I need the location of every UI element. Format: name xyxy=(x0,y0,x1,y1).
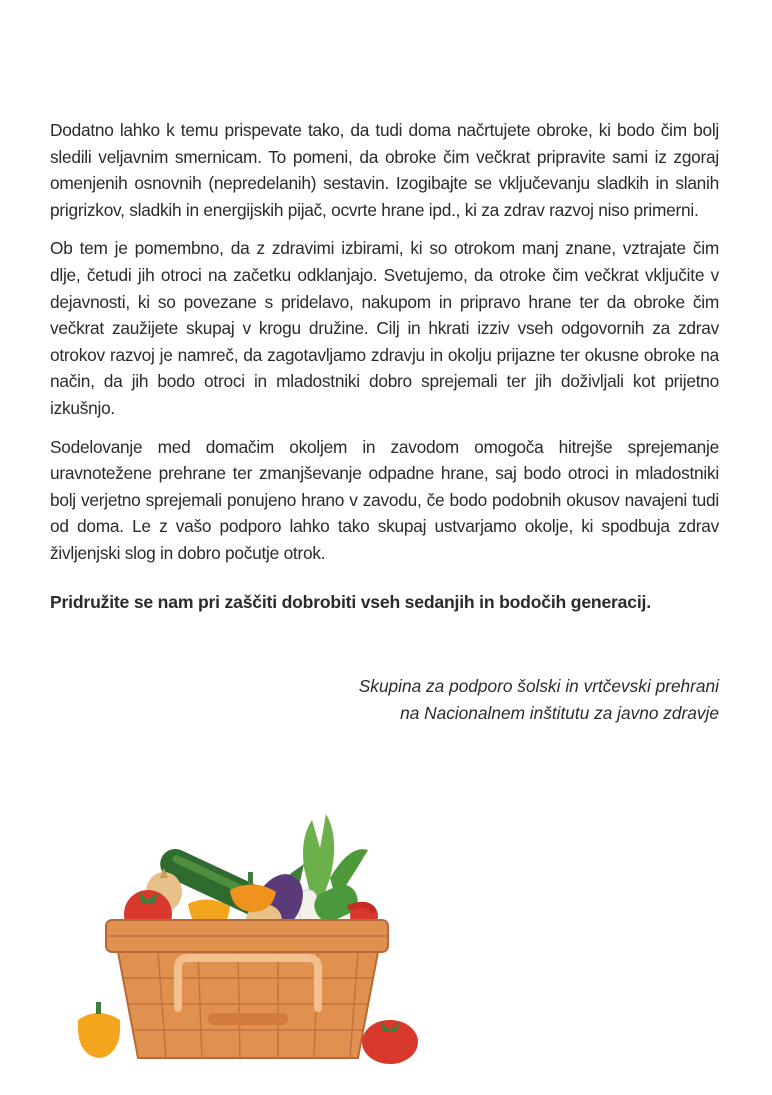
tomato-right-icon xyxy=(362,1020,418,1064)
basket-icon xyxy=(106,920,388,1058)
paragraph-3: Sodelovanje med domačim okoljem in zavodom omogoča hitrejše sprejemanje uravnotežene prehrane ter zmanjševanje odpadne hrane, saj bodo otroci in mladostniki bolj verjetno sprejemali ponujeno hrano v zavodu, če bodo podobnih okusov navajeni tudi od doma. Le z vašo podporo lahko tako skupaj ustvarjamo okolje, ki spodbuja zdrav življenjski slog in dobro počutje otrok. xyxy=(50,436,719,563)
signature-line-2: na Nacionalnem inštitutu za javno zdravje xyxy=(400,702,719,723)
signature xyxy=(359,673,719,726)
body-text xyxy=(50,117,719,627)
signature-line-1: Skupina za podporo šolski in vrtčevski prehrani xyxy=(358,676,719,696)
paragraph-2: Ob tem je pomembno, da z zdravimi izbirami, ki so otrokom manj znane, vztrajate čim dlje, četudi jih otroci na začetku odklanjajo. Svetujemo, da otroke čim večkrat vključite v dejavnosti, ki so povezane s pridelavo, nakupom in pripravo hrane ter da obroke čim večkrat zaužijete skupaj v krogu družine. Cilj in hkrati izziv vseh odgovornih za zdrav otrokov razvoj je namreč, da zagotavljamo zdravju in okolju prijazne ter okusne obroke na način, da jih bodo otroci in mladostniki dobro sprejemali ter jih doživljali kot prijetno izkušnjo. xyxy=(50,238,719,418)
call-to-action: Pridružite se nam pri zaščiti dobrobiti vseh sedanjih in bodočih generacij. xyxy=(50,591,651,612)
vegetable-basket-icon xyxy=(68,808,428,1070)
yellow-pepper-left-icon xyxy=(78,1002,120,1058)
paragraph-1: Dodatno lahko k temu prispevate tako, da tudi doma načrtujete obroke, ki bodo čim bolj sledili veljavnim smernicam. To pomeni, da obroke čim večkrat pripravite sami iz zgoraj omenjenih osnovnih (nepredelanih) sestavin. Izogibajte se vključevanju sladkih in slanih prigrizkov, sladkih in energijskih pijač, ocvrte hrane ipd., ki za zdrav razvoj niso primerni. xyxy=(50,120,719,220)
